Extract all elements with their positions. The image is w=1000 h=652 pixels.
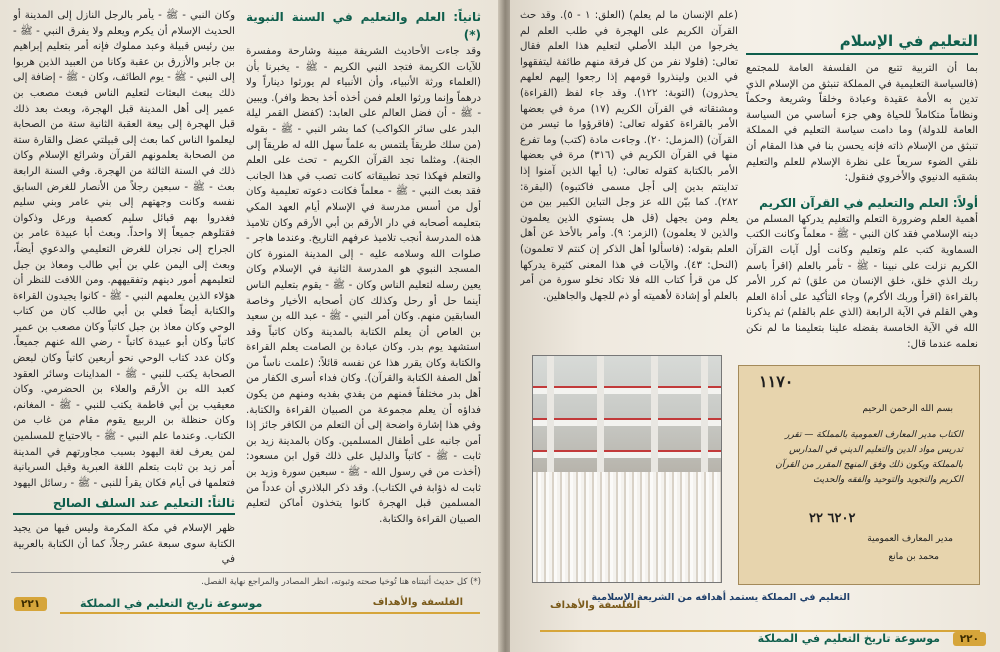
footer-section-name: الفلسفة والأهداف xyxy=(550,600,641,611)
page-number: ٢٢٠ xyxy=(953,632,986,646)
section-heading-quran: أولاً: العلم والتعليم في القرآن الكريم xyxy=(759,195,978,210)
page-heading: التعليم في الإسلام xyxy=(839,32,978,50)
footnote: (*) كل حديث أثبتناه هنا تُوخيا صحته وثبوته، انظر المصادر والمراجع نهاية الفصل. xyxy=(201,577,481,587)
footer-section-name: الفلسفة والأهداف xyxy=(372,597,463,608)
left-page-column-left xyxy=(13,8,235,568)
students-crowd xyxy=(533,472,721,582)
footer-rule xyxy=(60,612,480,614)
right-page xyxy=(510,0,1000,652)
letter-basmala: بسم الله الرحمن الرحيم xyxy=(862,404,953,414)
quran-verses-text: (علم الإنسان ما لم يعلم) (العلق: ١ - ٥). وقد حث القرآن الكريم على الهجرة في طلب العلم لم يخرجوا من البلد الأصلي لتعليم هذا العلم فقال تعالى: (فلولا نفر من كل فرقة منهم طائفة ليتفقهوا في الدين ولينذروا قومهم إذا رجعوا إليهم لعلهم يحذرون) (التوبة: ١٢٢). وقد جاء لفظ (القراءة) ومشتقاته في القرآن الكريم (١٧) مرة في بعضها الأمر بالقراءة كقوله تعالى: (فاقرؤوا ما تيسر من القرآن) (المزمل: ٢٠). وجاءت مادة (كتب) وما تفرع منها في القرآن الكريم في (٣١٦) مرة في بعضها الأمر بالكتابة كقوله تعالى: (يا أيها الذين آمنوا إذا تداينتم بدين إلى أجل مسمى فاكتبوه) (البقرة: ٢٨٢). كما بيّن الله عز وجل التباين الكبير بين من يعلم ومن يجهل (قل هل يستوي الذين يعلمون والذين لا يعلمون) (الزمر: ٩). وأمر بالأخذ عن أهل العلم بقوله: (فاسألوا أهل الذكر إن كنتم لا تعلمون) (النحل: ٤٣). والآيات في هذا المعنى كثيرة يدركها كل من قرأ كتاب الله فلا تكاد تخلو سورة من أمر بالعلم أو إشادة لأهميته أو ذم للجهل والجاهلين. xyxy=(520,10,738,302)
page-number: ٢٢١ xyxy=(14,597,47,611)
classroom-photo xyxy=(532,355,722,583)
sunnah-text: وقد جاءت الأحاديث الشريفة مبينة وشارحة ومفسرة للآيات الكريمة فتجد النبي الكريم - ﷺ - يخبرنا بأن (العلماء ورثة الأنبياء، وأن الأنبياء لم يورثوا ديناراً ولا درهماً وإنما ورثوا العلم فمن أخذه أخذ بحظ وافر). ويبين - ﷺ - أن فضل العالم على العابد: (كفضل القمر ليلة البدر على سائر الكواكب) كما بشر النبي - ﷺ - بقوله (من سلك طريقاً يلتمس به علماً سهل الله له طريقاً إلى الجنة). ومثلما تجد القرآن الكريم - تحث على العلم والتعلم فهكذا تجد تطبيقاته كانت تصب في هذا الجانب فقد بعث النبي - ﷺ - معلماً فكانت دعوته تعليمية وكان أول من أسس مدرسة في الإسلام أيام العهد المكي بتعليمه أصحابه في دار الأرقم بن أبي الأرقم وكان تلاميذ هذه المدرسة أنجب تلاميذ عرفهم التاريخ. وعندما هاجر - صلوات الله وسلامه عليه - إلى المدينة المنورة كان المسجد النبوي هو المدرسة الثانية في الإسلام وكان يعين رسله لتعليم الناس وكان - ﷺ - يقوم بتعليم الناس أينما حل أو رحل وكذلك كان أصحابه الأخيار وخاصة السابقين منهم. وكان أمر النبي - ﷺ - عبد الله بن سعيد بن العاص أن يعلم الكتابة بالمدينة وكان كاتباً وقد استشهد يوم بدر. وكان عبادة بن الصامت يعلم القراءة والكتابة وكان يقرر هذا عن نفسه قائلاً: (علمت ناساً من أهل الصفة الكتابة والقرآن). وكان فداء أسرى الكفار من أهل بدر مختلفاً فمنهم من يفدي بفديه ومنهم من يكون فداؤه أن يعلم مجموعة من الصبيان القراءة والكتابة. وفي هذا إشارة واضحة إلى أن التعلم من الكافر جائز إذا أمن جانبه على أطفال المسلمين. وكان بالمدينة زيد بن ثابت - ﷺ - كاتباً والدليل على ذلك قول ابن مسعود: (أخذت من في رسول الله - ﷺ - سبعين سورة وزيد بن ثابت له ذؤابة في الكتاب). وقد ذكر البلاذري أن عدداً من المسلمين قبل الهجرة كانوا يتخذون أماكن لتعليم الصبيان القراءة والكتابة. xyxy=(246,46,481,525)
heading-underline xyxy=(13,513,235,515)
section-heading-salaf: ثالثاً: التعليم عند السلف الصالح xyxy=(52,496,235,510)
intro-text: بما أن التربية تتبع من الفلسفة العامة للمجتمع (فالسياسة التعليمية في المملكة تنبثق من الإسلام الذي تدين به الأمة عقيدة وعبادة وخلقاً وشريعة وحكماً ونظاماً متكاملاً للحياة وهي جزء أساسي من السياسة العامة للدولة) وما دامت سياسة التعليم في المملكة تنبثق من الإسلام ذاته فإنه يحسن بنا في هذا المقام أن نلقي الضوء سريعاً على نظرة الإسلام للعلم والتعليم بشقيه الدنيوي والأخروي فنقول: xyxy=(746,63,978,184)
letter-signature-title: مدير المعارف العمومية xyxy=(867,534,953,544)
quran-text: أهمية العلم وضرورة التعلم والتعليم يدركها المسلم من دينه الإسلامي فقد كان النبي - ﷺ - معلماً وكانت الكتب السماوية كتب علم وتعليم وكانت أول آيات القرآن الكريم نزلت على نبينا - ﷺ - تأمر بالعلم (اقرأ باسم ربك الذي خلق، خلق الإنسان من علق) ثم كرر الأمر بالقراءة (اقرأ وربك الأكرم) وجاء التأكيد على أداة العلم وهي القلم في الآية الرابعة (الذي علم بالقلم) ثم يذكرنا الله في الآية الخامسة بفضله علينا بتعليمنا ما لم نكن نعلمه عندما قال: xyxy=(746,213,978,350)
right-page-column-left xyxy=(520,8,738,348)
footer-book-title: موسوعة تاريخ التعليم في المملكة xyxy=(757,632,940,645)
photo-caption: التعليم في المملكة يستمد أهدافه من الشريعة الإسلامية xyxy=(591,592,850,603)
left-page-column-right xyxy=(246,8,481,568)
letter-number: ١١٧٠ xyxy=(759,372,794,391)
historical-letter-image xyxy=(738,365,980,585)
section-heading-sunnah: ثانياً: العلم والتعليم في السنة النبوية (*) xyxy=(246,10,481,42)
prophet-teaching-text: وكان النبي - ﷺ - يأمر بالرجل النازل إلى المدينة أو الحديث الإسلام أن يكرم ويعلم ولا يفرق النبي - ﷺ - بين رئيس قبيلة وعبد مملوك فإنه أمر بتعليم إبراهيم بن جابر والأزرق بن عقبة وكانا من العبيد الذين هربوا إلى النبي - ﷺ - يوم الطائف، وكان - ﷺ - إضافة إلى ذلك يبعث البعثات لتعليم الناس فبعث مصعب بن عمير إلى أهل المدينة قبل الهجرة، وبعث بعد ذلك قبل الهجرة إلى بيعة العقبة الثانية ستة من الصحابة ليعلموا الناس كما بعث إلى قبيلتي عضل والقارة ستة من الصحابة يعلمونهم القرآن وشرائع الإسلام وكان ذلك في السنة الثالثة من الهجرة. وفي السنة الرابعة بعث - ﷺ - سبعين رجلاً من الأنصار للغرض السابق نفسه وكانت وجهتهم إلى بني عامر وبني سليم فغدروا بهم قبائل سليم كعصية ورعل وذكوان فقتلوهم جميعاً إلا واحداً. وبعث أبا عبيدة عامر بن الجراح إلى نجران للغرض التعليمي والدعوي أيضاً، وبعث إلى اليمن علي بن أبي طالب ومعاذ بن جبل لتعليمهم أمور دينهم وتفقيههم. ومن اللافت للنظر أن هؤلاء الذين يعلمهم النبي - ﷺ - كانوا يجيدون القراءة والكتابة أيضاً فعلي بن أبي طالب كان من كتاب الوحي وكان معاذ بن جبل كاتباً وكان مصعب بن عمير كاتباً وكان أبو عبيدة كاتباً - رضي الله عنهم جميعاً. وكان عدد كتاب الوحي نحو أربعين كاتباً وكان لبعض الصحابة يكتب للنبي - ﷺ - المداينات وسائر العقود كعبد الله بن الأرقم والعلاء بن الحضرمي. وكان معيقيب بن أبي فاطمة يكتب للنبي - ﷺ - المغانم، وكان حنظلة بن الربيع يقوم مقام من غاب من الكتاب. وعندما علم النبي - ﷺ - بالاحتياج للمسلمين لمن يعرف لغة اليهود بسبب مجاورتهم في المدينة أمر زيد بن ثابت بتعلم اللغة العبرية وقيل السريانية فتعلمها في أيام فكان يقرأ للنبي - ﷺ - رسائل اليهود xyxy=(13,10,235,488)
salaf-text: ظهر الإسلام في مكة المكرمة وليس فيها من يجيد الكتابة سوى سبعة عشر رجلاً، كما أن الكتابة بالعربية في xyxy=(13,523,235,566)
heading-underline xyxy=(746,53,978,55)
footnote-divider xyxy=(11,572,481,573)
right-page-column-right xyxy=(746,30,978,370)
letter-signature-name: محمد بن مانع xyxy=(888,552,939,562)
letter-code: ٦٢٠٢ ٢٢ xyxy=(809,511,856,526)
letter-body: الكتاب مدير المعارف العمومية بالمملكة — تقرر تدريس مواد الدين والتعليم الديني في المدارس بالمملكة ويكون ذلك وفق المنهج المقرر من القرآن الكريم والتجويد والتوحيد والفقه والحديث xyxy=(775,430,963,485)
footer-book-title: موسوعة تاريخ التعليم في المملكة xyxy=(80,597,263,610)
